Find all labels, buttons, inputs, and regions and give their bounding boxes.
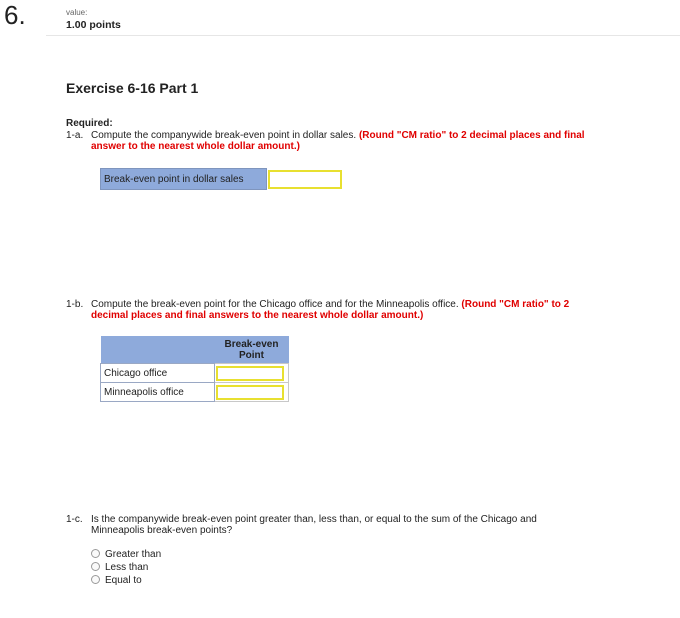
part-b-header-blank (101, 336, 215, 364)
question-number: 6. (4, 0, 26, 30)
required-heading: Required: (66, 118, 113, 129)
option-equal-to[interactable] (91, 575, 142, 587)
exercise-title: Exercise 6-16 Part 1 (66, 80, 199, 96)
value-label: value: (66, 8, 88, 17)
part-b-instruction: (Round "CM ratio" to 2 decimal places and final answers to the nearest whole dollar amount.) (91, 299, 570, 321)
option-less-than[interactable] (91, 562, 148, 574)
part-a-label: 1-a. (66, 130, 84, 141)
part-a-text: Compute the companywide break-even point in dollar sales. (91, 130, 357, 141)
option-equal-to-label: Equal to (105, 575, 142, 586)
part-c-label: 1-c. (66, 514, 83, 525)
part-c-prompt (66, 514, 566, 536)
option-greater-than-label: Greater than (105, 549, 162, 560)
part-b-text: Compute the break-even point for the Chicago office and for the Minneapolis office. (91, 299, 459, 310)
break-even-point-header: Break-even Point (215, 336, 289, 364)
minneapolis-office-input[interactable] (216, 385, 284, 400)
radio-equal-to[interactable] (91, 575, 100, 584)
part-b-prompt (66, 299, 586, 321)
part-b-table (100, 336, 289, 402)
minneapolis-office-cell (215, 383, 289, 402)
option-greater-than[interactable] (91, 549, 161, 561)
part-a-prompt (66, 130, 586, 152)
option-less-than-label: Less than (105, 562, 149, 573)
chicago-office-label: Chicago office (101, 364, 215, 383)
minneapolis-office-label: Minneapolis office (101, 383, 215, 402)
break-even-dollar-sales-cell (267, 169, 344, 190)
part-b-label: 1-b. (66, 299, 84, 310)
chicago-office-cell (215, 364, 289, 383)
part-a-table (100, 168, 343, 190)
break-even-dollar-sales-input[interactable] (268, 170, 342, 189)
chicago-office-input[interactable] (216, 366, 284, 381)
part-c-text: Is the companywide break-even point greater than, less than, or equal to the sum of the Chicago and Minneapolis break-even points? (91, 514, 537, 536)
points-value: 1.00 points (66, 19, 121, 31)
break-even-dollar-sales-label: Break-even point in dollar sales (101, 169, 267, 190)
header-divider (46, 35, 680, 36)
part-a-instruction: (Round "CM ratio" to 2 decimal places and final answer to the nearest whole dollar amount.) (91, 130, 585, 152)
radio-greater-than[interactable] (91, 549, 100, 558)
radio-less-than[interactable] (91, 562, 100, 571)
